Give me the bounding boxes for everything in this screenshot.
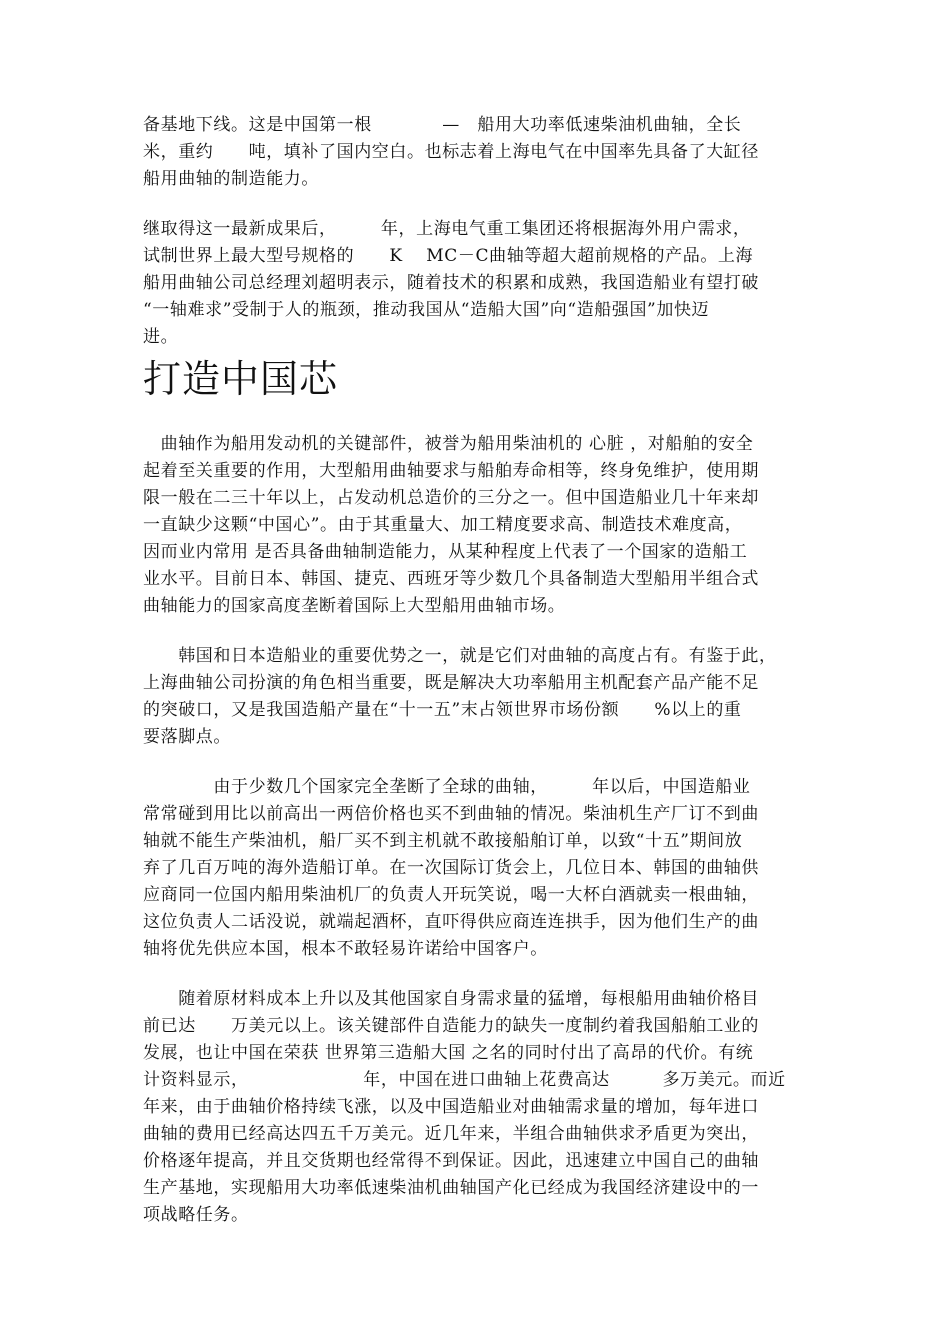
document-page <box>143 112 811 1229</box>
text-line: 这位负责人二话没说，就端起酒杯，直吓得供应商连连拱手，因为他们生产的曲 <box>143 912 759 932</box>
text-line: 试制世界上最大型号规格的 K MC－C曲轴等超大超前规格的产品。上海 <box>143 246 754 266</box>
text-line: 船用曲轴的制造能力。 <box>143 169 319 189</box>
text-line: 进。 <box>143 327 179 347</box>
text-line: 计资料显示， 年，中国在进口曲轴上花费高达 多万美元。而近 <box>143 1070 786 1090</box>
text-line: 继取得这一最新成果后， 年，上海电气重工集团还将根据海外用户需求， <box>143 219 751 239</box>
text-line: 曲轴的费用已经高达四五千万美元。近几年来，半组合曲轴供求矛盾更为突出， <box>143 1124 759 1144</box>
text-line: 备基地下线。这是中国第一根 — 船用大功率低速柴油机曲轴，全长 <box>143 115 742 135</box>
text-line: 轴就不能生产柴油机，船厂买不到主机就不敢接船舶订单，以致“十五”期间放 <box>143 831 743 851</box>
text-line: 年来，由于曲轴价格持续飞涨，以及中国造船业对曲轴需求量的增加，每年进口 <box>143 1097 759 1117</box>
text-line: 业水平。目前日本、韩国、捷克、西班牙等少数几个具备制造大型船用半组合式 <box>143 569 759 589</box>
text-line: 曲轴作为船用发动机的关键部件，被誉为船用柴油机的 心脏 ，对船舶的安全 <box>143 434 754 454</box>
body-paragraph-4 <box>143 986 811 1229</box>
text-line: 价格逐年提高，并且交货期也经常得不到保证。因此，迅速建立中国自己的曲轴 <box>143 1151 759 1171</box>
text-line: 船用曲轴公司总经理刘超明表示，随着技术的积累和成熟，我国造船业有望打破 <box>143 273 759 293</box>
intro-paragraph-2 <box>143 216 811 351</box>
paragraph-gap <box>143 963 811 986</box>
body-paragraph-1 <box>143 431 811 620</box>
text-line: 的突破口，又是我国造船产量在“十一五”末占领世界市场份额 %以上的重 <box>143 700 742 720</box>
body-paragraph-3 <box>143 774 811 963</box>
text-line: 项战略任务。 <box>143 1205 249 1225</box>
text-line: 由于少数几个国家完全垄断了全球的曲轴， 年以后，中国造船业 <box>143 777 751 797</box>
text-line: 随着原材料成本上升以及其他国家自身需求量的猛增，每根船用曲轴价格目 <box>143 989 759 1009</box>
text-line: 生产基地，实现船用大功率低速柴油机曲轴国产化已经成为我国经济建设中的一 <box>143 1178 759 1198</box>
text-line: 常常碰到用比以前高出一两倍价格也买不到曲轴的情况。柴油机生产厂订不到曲 <box>143 804 759 824</box>
section-heading: 打造中国芯 <box>143 357 339 401</box>
text-line: 弃了几百万吨的海外造船订单。在一次国际订货会上，几位日本、韩国的曲轴供 <box>143 858 759 878</box>
text-line: 上海曲轴公司扮演的角色相当重要，既是解决大功率船用主机配套产品产能不足 <box>143 673 759 693</box>
paragraph-gap <box>143 751 811 774</box>
text-line: 应商同一位国内船用柴油机厂的负责人开玩笑说，喝一大杯白酒就卖一根曲轴， <box>143 885 759 905</box>
text-line: 一直缺少这颗“中国心”。由于其重量大、加工精度要求高、制造技术难度高， <box>143 515 743 535</box>
text-line: 轴将优先供应本国，根本不敢轻易许诺给中国客户。 <box>143 939 548 959</box>
intro-paragraph-1 <box>143 112 811 193</box>
text-line: 因而业内常用 是否具备曲轴制造能力，从某种程度上代表了一个国家的造船工 <box>143 542 748 562</box>
text-line: 起着至关重要的作用，大型船用曲轴要求与船舶寿命相等，终身免维护，使用期 <box>143 461 759 481</box>
text-line: 曲轴能力的国家高度垄断着国际上大型船用曲轴市场。 <box>143 596 566 616</box>
text-line: 限一般在二三十年以上，占发动机总造价的三分之一。但中国造船业几十年来却 <box>143 488 759 508</box>
text-line: “一轴难求”受制于人的瓶颈，推动我国从“造船大国”向“造船强国”加快迈 <box>143 300 710 320</box>
text-line: 韩国和日本造船业的重要优势之一，就是它们对曲轴的高度占有。有鉴于此， <box>143 646 777 666</box>
body-paragraph-2 <box>143 643 811 751</box>
paragraph-gap <box>143 620 811 643</box>
text-line: 前已达 万美元以上。该关键部件自造能力的缺失一度制约着我国船舶工业的 <box>143 1016 759 1036</box>
text-line: 发展，也让中国在荣获 世界第三造船大国 之名的同时付出了高昂的代价。有统 <box>143 1043 754 1063</box>
paragraph-gap <box>143 193 811 216</box>
text-line: 米，重约 吨，填补了国内空白。也标志着上海电气在中国率先具备了大缸径 <box>143 142 759 162</box>
text-line: 要落脚点。 <box>143 727 231 747</box>
